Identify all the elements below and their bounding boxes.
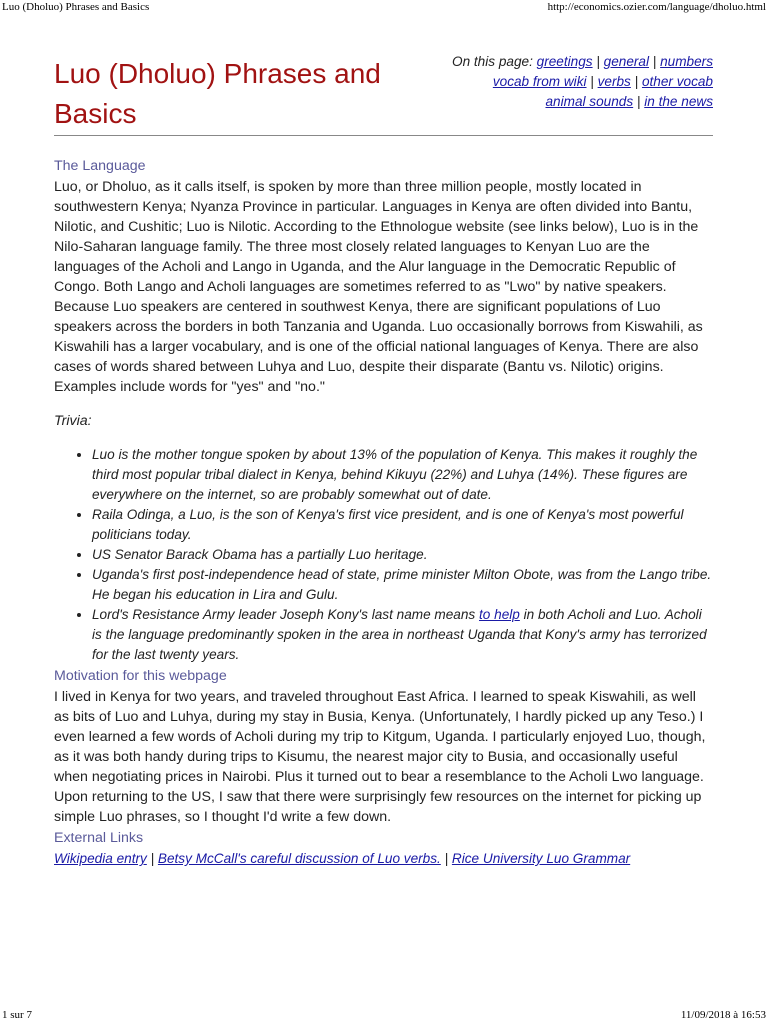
wikipedia-link[interactable]: Wikipedia entry xyxy=(54,851,147,866)
trivia-item-text: in both Acholi and Luo. Acholi is the language predominantly spoken in the area in northeast Uganda that Kony's army has terrorized for the last twenty years. xyxy=(92,607,707,662)
motivation-heading: Motivation for this webpage xyxy=(54,668,227,684)
motivation-paragraph: I lived in Kenya for two years, and traveled throughout East Africa. I learned to speak Kiswahili, as well as bits of Luo and Luhya, during my stay in Busia, Kenya. (Unfortunately, I hardly picked up any Teso.) I even learned a few words of Acholi during my trip to Kitgum, Uganda. I particularly enjoyed Luo, though, as it was both handy during trips to Kisumu, the nearest major city to Busia, and occasionally useful when negotiating prices in Nairobi. Plus it turned out to bear a resemblance to the Acholi Lwo language. Upon returning to the US, I saw that there were surprisingly few resources on the internet for picking up simple Luo phrases, so I thought I'd write a few down. xyxy=(54,689,706,825)
main-content xyxy=(54,155,713,869)
page-number: 1 sur 7 xyxy=(2,1009,32,1021)
on-this-page-label: On this page: xyxy=(452,54,533,69)
link-separator: | xyxy=(150,851,155,866)
nav-link-animal-sounds[interactable]: animal sounds xyxy=(545,94,634,109)
trivia-item: • Luo is the mother tongue spoken by about 13% of the population of Kenya. This makes it roughly the third most popular tribal dialect in Kenya, behind Kikuyu (22%) and Luhya (14%). These figures are everywhere on the internet, so are probably somewhat out of date. xyxy=(92,445,713,505)
trivia-item: • Raila Odinga, a Luo, is the son of Kenya's first vice president, and is one of Kenya's most powerful politicians today. xyxy=(92,505,713,545)
nav-link-vocab-from-wiki[interactable]: vocab from wiki xyxy=(492,74,587,89)
nav-link-numbers[interactable]: numbers xyxy=(660,54,713,69)
print-header xyxy=(0,1,768,15)
language-heading: The Language xyxy=(54,158,146,174)
trivia-label: Trivia: xyxy=(54,413,92,429)
print-footer xyxy=(0,1009,768,1023)
nav-link-in-the-news[interactable]: in the news xyxy=(644,94,713,109)
nav-link-verbs[interactable]: verbs xyxy=(597,74,631,89)
trivia-item: • US Senator Barack Obama has a partially Luo heritage. xyxy=(92,545,713,565)
print-header-url: http://economics.ozier.com/language/dholuo.html xyxy=(547,1,766,13)
on-this-page-nav: On this page: greetings | general | numbers vocab from wiki | verbs | other vocab animal sounds | in the news xyxy=(452,54,713,109)
print-datetime: 11/09/2018 à 16:53 xyxy=(680,1009,766,1021)
trivia-item-text: Lord's Resistance Army leader Joseph Kony's last name means xyxy=(92,607,480,622)
page-title: Luo (Dholuo) Phrases and Basics xyxy=(54,58,381,129)
trivia-list xyxy=(54,445,713,665)
print-header-title: Luo (Dholuo) Phrases and Basics xyxy=(2,1,150,13)
language-paragraph: Luo, or Dholuo, as it calls itself, is spoken by more than three million people, mostly located in southwestern Kenya; Nyanza Province in particular. Languages in Kenya are often divided into Bantu, Nilotic, and Cushitic; Luo is Nilotic. According to the Ethnologue website (see links below), Luo is in the Nilo-Saharan language family. The three most closely related languages to Kenyan Luo are the languages of the Acholi and Lango in Uganda, and the Alur language in the Democratic Republic of Congo. Both Lango and Acholi languages are sometimes referred to as "Lwo" by native speakers. Because Luo speakers are centered in southwest Kenya, there are significant populations of Luo speakers across the borders in both Tanzania and Uganda. Luo occasionally borrows from Kiswahili, as Kiswahili has a larger vocabulary, and is one of the official national languages of Kenya. There are also cases of words shared between Luhya and Luo, despite their disparate (Bantu vs. Nilotic) origins. Examples include words for "yes" and "no." xyxy=(54,179,703,395)
rice-university-link[interactable]: Rice University Luo Grammar xyxy=(451,851,631,866)
link-separator: | xyxy=(444,851,449,866)
nav-link-greetings[interactable]: greetings xyxy=(536,54,593,69)
trivia-item: • Uganda's first post-independence head of state, prime minister Milton Obote, was from the Lango tribe. He began his education in Lira and Gulu. xyxy=(92,565,713,605)
title-divider xyxy=(54,135,713,136)
nav-link-other-vocab[interactable]: other vocab xyxy=(641,74,713,89)
betsy-mccall-link[interactable]: Betsy McCall's careful discussion of Luo verbs. xyxy=(157,851,441,866)
to-help-link[interactable]: to help xyxy=(479,607,520,622)
external-links-heading: External Links xyxy=(54,830,144,846)
external-links-list xyxy=(54,849,713,869)
trivia-item xyxy=(92,605,713,665)
nav-link-general[interactable]: general xyxy=(603,54,650,69)
